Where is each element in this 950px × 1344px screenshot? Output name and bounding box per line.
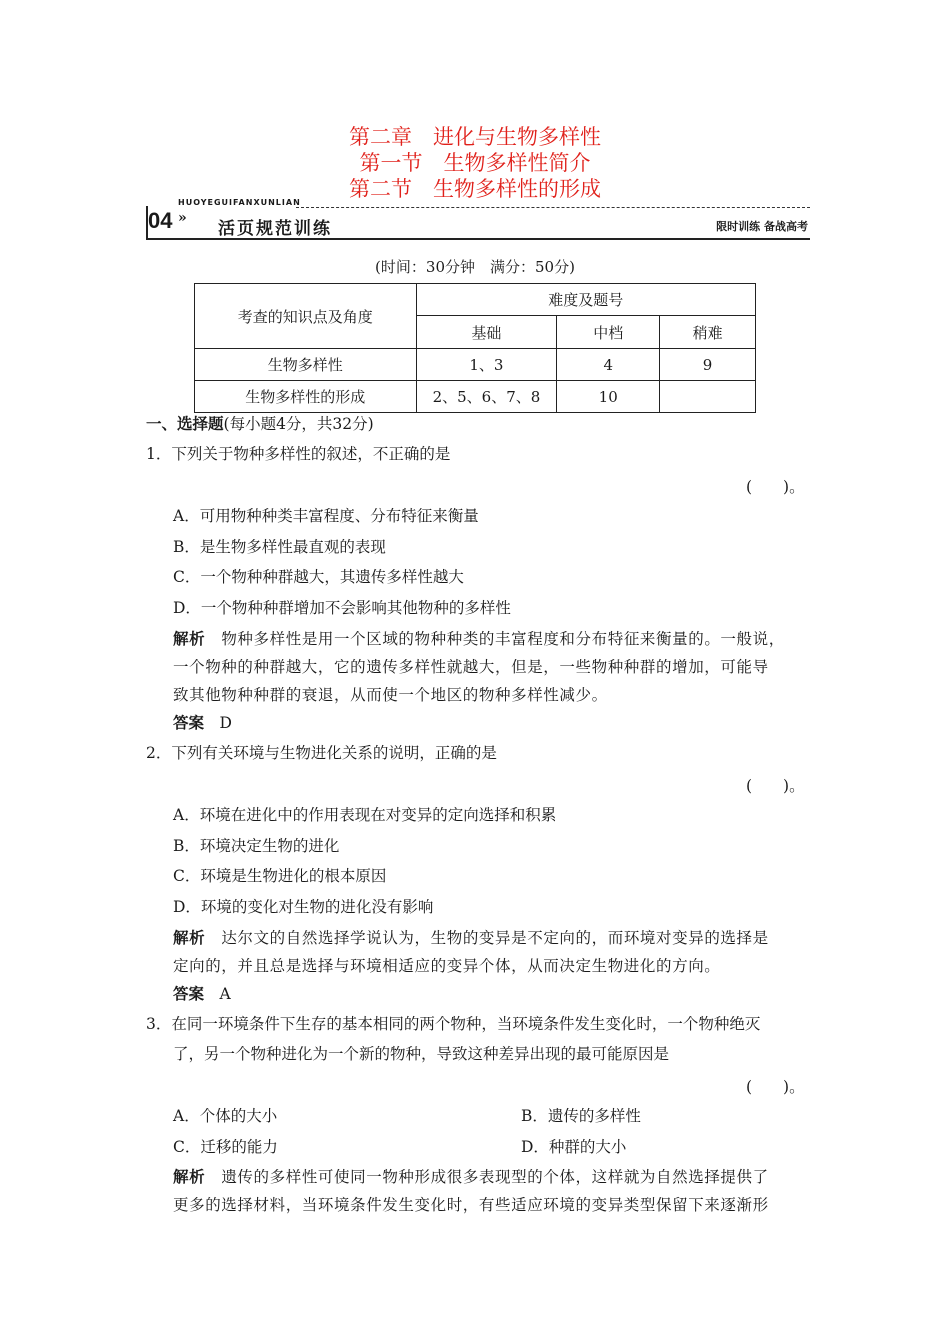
q2-answer-label: 答案 <box>173 984 205 1003</box>
q3-option-b: B．遗传的多样性 <box>521 1107 641 1125</box>
section-title-1: 第一节 生物多样性简介 <box>359 151 591 175</box>
q3-option-d: D．种群的大小 <box>521 1138 627 1156</box>
q2-analysis-text: 达尔文的自然选择学说认为，生物的变异是不定向的，而环境对变异的选择是 <box>221 929 769 947</box>
q1-answer-value: D <box>219 714 232 732</box>
q2-option-b: B．环境决定生物的进化 <box>173 837 340 855</box>
q3-option-a: A．个体的大小 <box>173 1107 278 1125</box>
banner-slogan: 限时训练 备战高考 <box>716 220 808 233</box>
knowledge-table <box>194 283 756 413</box>
table-cell-basic: 2、5、6、7、8 <box>416 381 557 413</box>
q1-analysis-line: 一个物种的种群越大，它的遗传多样性就越大，但是，一些物种种群的增加，可能导 <box>173 658 769 676</box>
table-level-basic: 基础 <box>416 316 557 349</box>
q2-analysis-line: 定向的，并且总是选择与环境相适应的变异个体，从而决定生物进化的方向。 <box>173 957 721 975</box>
q1-answer <box>173 711 232 733</box>
table-level-mid: 中档 <box>557 316 660 349</box>
exercise-banner <box>146 198 810 242</box>
table-cell-topic: 生物多样性 <box>195 349 417 381</box>
q2-analysis-label: 解析 <box>173 928 206 947</box>
q1-option-b: B．是生物多样性最直观的表现 <box>173 538 386 556</box>
q1-option-a: A．可用物种种类丰富程度、分布特征来衡量 <box>173 507 479 525</box>
chapter-title: 第二章 进化与生物多样性 <box>349 125 601 149</box>
table-cell-mid: 10 <box>557 381 660 413</box>
q1-stem: 1．下列关于物种多样性的叙述，不正确的是 <box>146 445 451 463</box>
section-title-2: 第二节 生物多样性的形成 <box>349 177 601 201</box>
q1-option-c: C．一个物种种群越大，其遗传多样性越大 <box>173 568 464 586</box>
table-cell-hard: 9 <box>660 349 756 381</box>
q3-analysis-line <box>173 1165 769 1187</box>
section-heading-title: 一、选择题 <box>146 414 224 433</box>
table-cell-topic: 生物多样性的形成 <box>195 381 417 413</box>
q3-analysis-label: 解析 <box>173 1167 206 1186</box>
table-cell-mid: 4 <box>557 349 660 381</box>
q2-answer-value: A <box>219 985 231 1003</box>
q3-analysis-line: 更多的选择材料，当环境条件发生变化时，有些适应环境的变异类型保留下来逐渐形 <box>173 1196 769 1214</box>
q1-option-d: D．一个物种种群增加不会影响其他物种的多样性 <box>173 599 511 617</box>
q2-option-d: D．环境的变化对生物的进化没有影响 <box>173 898 434 916</box>
q2-answer-blank: ( )。 <box>746 777 805 795</box>
q1-answer-blank: ( )。 <box>746 478 805 496</box>
q1-analysis-text: 物种多样性是用一个区域的物种种类的丰富程度和分布特征来衡量的。一般说， <box>221 630 785 648</box>
q2-analysis-line <box>173 926 769 948</box>
q1-answer-label: 答案 <box>173 713 205 732</box>
table-header-topic: 考查的知识点及角度 <box>195 284 417 349</box>
table-row <box>195 381 756 413</box>
table-level-hard: 稍难 <box>660 316 756 349</box>
table-cell-hard <box>660 381 756 413</box>
q2-option-c: C．环境是生物进化的根本原因 <box>173 867 387 885</box>
table-header-difficulty: 难度及题号 <box>416 284 755 316</box>
time-info: (时间：30分钟 满分：50分) <box>375 258 575 276</box>
q2-stem: 2．下列有关环境与生物进化关系的说明，正确的是 <box>146 744 497 762</box>
banner-number: 04 <box>148 208 173 233</box>
section-heading-note: (每小题4分，共32分) <box>223 415 374 433</box>
chevron-right-icon: » <box>178 210 187 226</box>
table-cell-basic: 1、3 <box>416 349 557 381</box>
q3-option-c: C．迁移的能力 <box>173 1138 278 1156</box>
q1-analysis-label: 解析 <box>173 629 206 648</box>
q3-stem: 3．在同一环境条件下生存的基本相同的两个物种，当环境条件发生变化时，一个物种绝灭 <box>146 1015 761 1033</box>
banner-divider <box>296 207 810 208</box>
q3-analysis-text: 遗传的多样性可使同一物种形成很多表现型的个体，这样就为自然选择提供了 <box>221 1168 769 1186</box>
q3-answer-blank: ( )。 <box>746 1078 805 1096</box>
section-heading <box>146 412 374 434</box>
q1-analysis-line: 致其他物种种群的衰退，从而使一个地区的物种多样性减少。 <box>173 686 608 704</box>
q2-answer <box>173 982 231 1004</box>
banner-pinyin: HUOYEGUIFANXUNLIAN <box>178 198 301 207</box>
q3-stem-cont: 了，另一个物种进化为一个新的物种，导致这种差异出现的最可能原因是 <box>173 1045 670 1063</box>
banner-label: 活页规范训练 <box>218 219 332 239</box>
banner-underline <box>146 238 810 240</box>
table-row <box>195 349 756 381</box>
chapter-titles <box>0 124 950 202</box>
q1-analysis-line <box>173 627 785 649</box>
q2-option-a: A．环境在进化中的作用表现在对变异的定向选择和积累 <box>173 806 557 824</box>
